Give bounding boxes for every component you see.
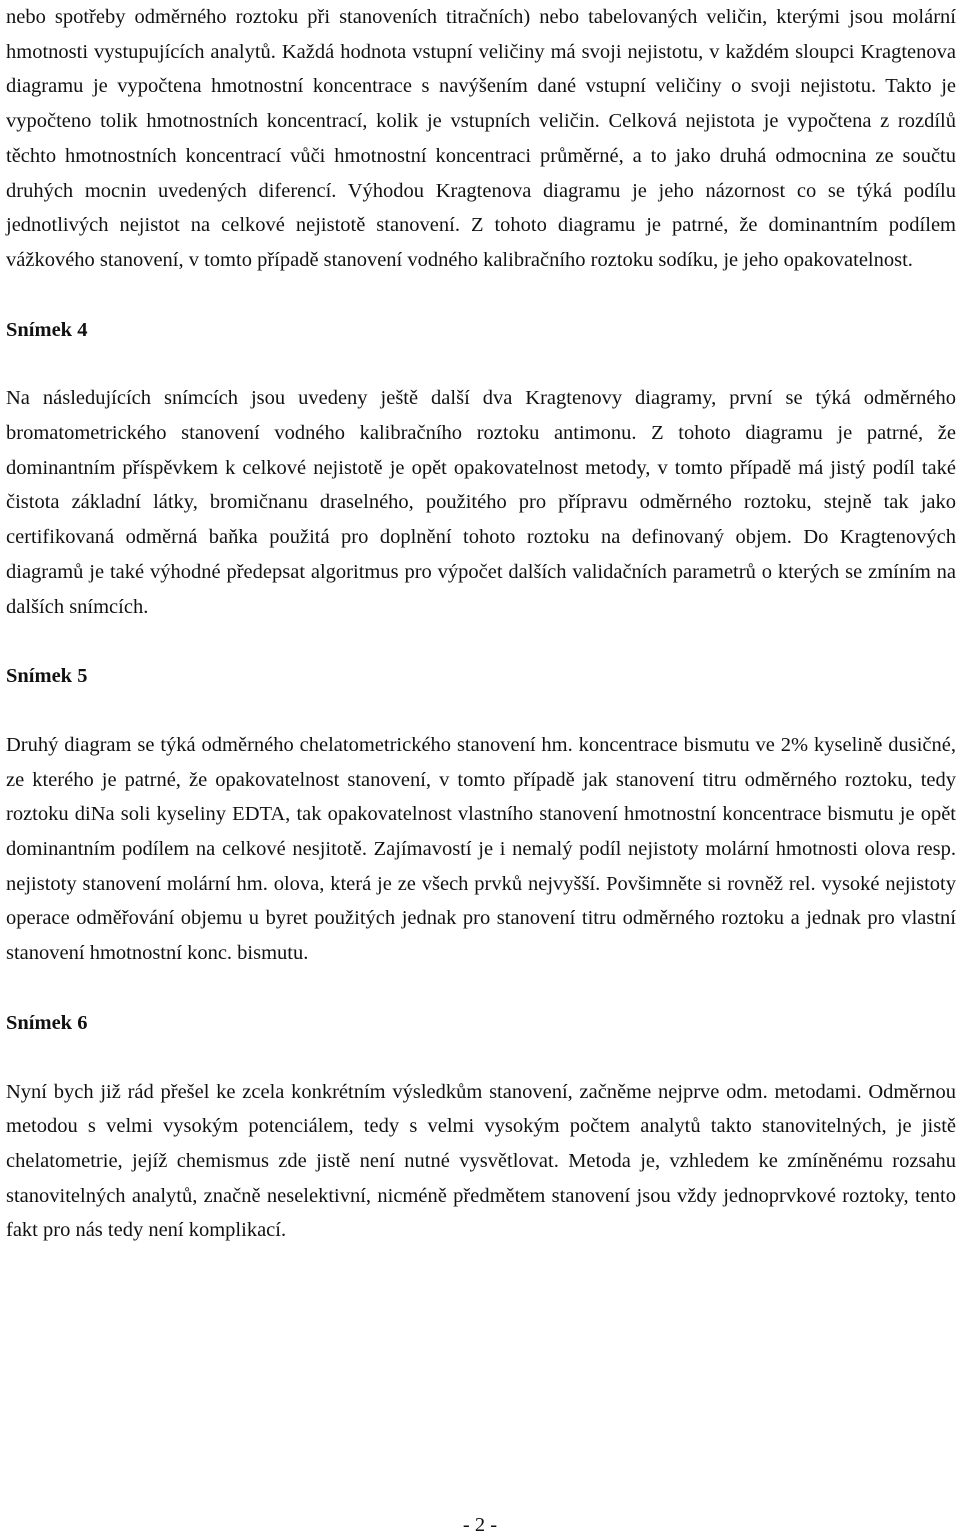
slide-4-heading: Snímek 4 bbox=[6, 318, 88, 341]
document-page bbox=[6, 0, 956, 1248]
slide-4-paragraph: Na následujících snímcích jsou uvedeny ještě další dva Kragtenovy diagramy, první se týká odměrného bromatometrického stanovení vodného kalibračního roztoku antimonu. Z tohoto diagramu je patrné, že dominantním příspěvkem k celkové nejistotě je opět opakovatelnost metody, v tomto případě má jistý podíl také čistota základní látky, bromičnanu draselného, použitého pro přípravu odměrného roztoku, stejně tak jako certifikovaná odměrná baňka použitá pro doplnění tohoto roztoku na definovaný objem. Do Kragtenových diagramů je také výhodné předepsat algoritmus pro výpočet dalších validačních parametrů o kterých se zmíním na dalších snímcích. bbox=[6, 387, 956, 618]
page-number: - 2 - bbox=[462, 1514, 498, 1536]
slide-6-heading: Snímek 6 bbox=[6, 1011, 88, 1034]
slide-5-paragraph: Druhý diagram se týká odměrného chelatometrického stanovení hm. koncentrace bismutu ve 2% kyselině dusičné, ze kterého je patrné, že opakovatelnost stanovení, v tomto případě jak stanovení titru odměrného roztoku, tedy roztoku diNa soli kyseliny EDTA, tak opakovatelnost vlastního stanovení hmotnostní koncentrace bismutu je opět dominantním podílem na celkové nesjitotě. Zajímavostí je i nemalý podíl nejistoty molární hmotnosti olova resp. nejistoty stanovení molární hm. olova, která je ze všech prvků nejvyšší. Povšimněte si rovněž rel. vysoké nejistoty operace odměřování objemu u byret použitých jednak pro stanovení titru odměrného roztoku a jednak pro vlastní stanovení hmotnostní konc. bismutu. bbox=[6, 733, 956, 965]
intro-paragraph: nebo spotřeby odměrného roztoku při stanoveních titračních) nebo tabelovaných veličin, kterými jsou molární hmotnosti vystupujících analytů. Každá hodnota vstupní veličiny má svoji nejistotu, v každém sloupci Kragtenova diagramu je vypočtena hmotnostní koncentrace s navýšením dané vstupní veličiny o svoji nejistotu. Takto je vypočteno tolik hmotnostních koncentrací, kolik je vstupních veličin. Celková nejistota je vypočtena z rozdílů těchto hmotnostních koncentrací vůči hmotnostní koncentraci průměrné, a to jako druhá odmocnina ze součtu druhých mocnin uvedených diferencí. Výhodou Kragtenova diagramu je jeho názornost co se týká podílu jednotlivých nejistot na celkové nejistotě stanovení. Z tohoto diagramu je patrné, že dominantním podílem vážkového stanovení, v tomto případě stanovení vodného kalibračního roztoku sodíku, je jeho opakovatelnost. bbox=[6, 6, 956, 271]
slide-5-heading: Snímek 5 bbox=[6, 665, 88, 688]
slide-6-paragraph: Nyní bych již rád přešel ke zcela konkrétním výsledkům stanovení, začněme nejprve odm. metodami. Odměrnou metodou s velmi vysokým potenciálem, tedy s velmi vysokým počtem analytů takto stanovitelných, je jistě chelatometrie, jejíž chemismus zde jistě není nutné vysvětlovat. Metoda je, vzhledem ke zmíněnému rozsahu stanovitelných analytů, značně neselektivní, nicméně předmětem stanovení jsou vždy jednoprvkové roztoky, tento fakt pro nás tedy není komplikací. bbox=[6, 1080, 956, 1242]
